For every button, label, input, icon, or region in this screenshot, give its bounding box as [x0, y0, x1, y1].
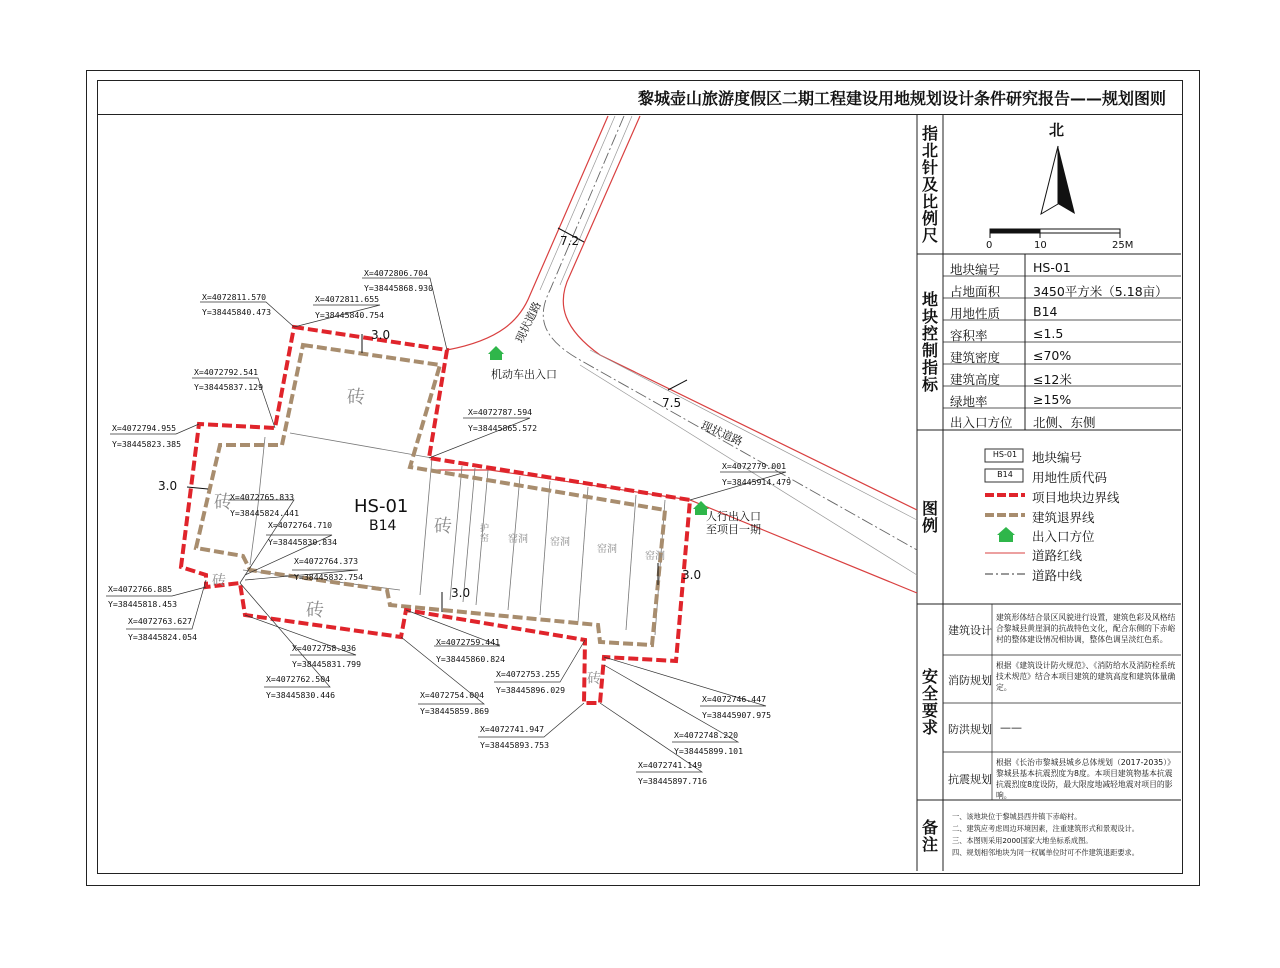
- safety-text: 建筑形体结合景区风貌进行设置，建筑色彩及风格结合黎城县黄崖洞的抗战特色文化，配合东侧的下赤峪村的整体建设情况相协调，整体色调呈淡红色系。: [996, 613, 1176, 644]
- note-line: 二、建筑应考虑周边环境因素，注重建筑形式和景观设计。: [952, 824, 1139, 833]
- road-width-label: 7.5: [662, 396, 682, 410]
- control-value: ≤12米: [1033, 372, 1072, 387]
- coord-x: X=4072764.373: [294, 556, 359, 566]
- note-line: 四、规划相邻地块为同一权属单位时可不作建筑退距要求。: [952, 848, 1139, 857]
- control-caption: 地块控制指标: [921, 290, 938, 394]
- control-label: 占地面积: [950, 284, 1001, 299]
- coord-y: Y=38445914.479: [722, 477, 792, 487]
- kiln-label: 窑洞: [508, 534, 528, 545]
- safety-label: 抗震规划: [948, 773, 992, 786]
- brick-label: 砖: [434, 516, 452, 537]
- legend-parcel-box: HS-01: [992, 450, 1018, 459]
- guard-kiln-label: 护窑: [480, 524, 490, 544]
- kiln-label: 窑洞: [550, 537, 570, 548]
- legend-item: 用地性质代码: [1032, 470, 1108, 485]
- legend-item: 道路中线: [1032, 568, 1083, 583]
- brick-label: 砖: [214, 492, 232, 513]
- coord-x: X=4072794.955: [112, 423, 177, 433]
- road-label: 现状道路: [699, 418, 745, 449]
- safety-caption: 安全要求: [921, 667, 938, 737]
- legend-item: 道路红线: [1032, 548, 1083, 563]
- safety-label: 消防规划: [948, 674, 992, 687]
- coord-x: X=4072765.833: [230, 492, 295, 502]
- coord-x: X=4072741.947: [480, 724, 545, 734]
- control-label: 用地性质: [950, 306, 1001, 321]
- control-label: 出入口方位: [950, 415, 1013, 430]
- coord-x: X=4072811.655: [315, 294, 380, 304]
- coord-x: X=4072758.936: [292, 643, 357, 653]
- legend-item: 地块编号: [1032, 450, 1083, 465]
- coord-x: X=4072787.594: [468, 407, 533, 417]
- coord-y: Y=38445824.054: [128, 632, 198, 642]
- brick-label: 砖: [587, 671, 601, 687]
- parcel-id-label: HS-01: [354, 496, 409, 517]
- setback-distance: 3.0: [682, 568, 702, 582]
- north-label: 北: [1049, 121, 1065, 139]
- control-label: 建筑高度: [950, 372, 1001, 387]
- page-title: 黎城壶山旅游度假区二期工程建设用地规划设计条件研究报告——规划图则: [637, 89, 1166, 108]
- coord-x: X=4072746.447: [702, 694, 767, 704]
- notes-caption: 备注: [921, 817, 938, 854]
- setback-distance: 3.0: [371, 328, 391, 342]
- scale-bar: [990, 229, 1120, 238]
- safety-text: ——: [1000, 721, 1022, 734]
- scale-mid: 10: [1034, 240, 1047, 251]
- note-line: 一、该地块位于黎城县西井镇下赤峪村。: [952, 812, 1082, 821]
- coord-y: Y=38445832.754: [294, 572, 364, 582]
- brick-label: 砖: [347, 387, 365, 408]
- safety-text: 根据《建筑设计防火规范》、《消防给水及消防栓系统技术规范》结合本项目建筑的建筑高度和建筑体量确定。: [996, 661, 1176, 692]
- vehicle-entrance-label: 机动车出入口: [491, 368, 557, 381]
- road-width-label: 7.2: [560, 234, 580, 248]
- control-value: B14: [1033, 304, 1058, 319]
- coord-x: X=4072753.255: [496, 669, 561, 679]
- control-value: 北侧、东侧: [1033, 415, 1096, 430]
- coord-x: X=4072779.001: [722, 461, 787, 471]
- setback-distance: 3.0: [158, 479, 178, 493]
- kiln-label: 窑洞: [645, 551, 665, 562]
- coord-y: Y=38445830.834: [268, 537, 338, 547]
- legend-use-box: B14: [997, 470, 1013, 479]
- pedestrian-entrance-label: 人行出入口: [706, 510, 761, 523]
- coord-x: X=4072792.541: [194, 367, 259, 377]
- coord-y: Y=38445818.453: [108, 599, 178, 609]
- legend-caption: 图例: [921, 499, 938, 535]
- control-value: HS-01: [1033, 260, 1071, 275]
- coord-x: X=4072766.885: [108, 584, 173, 594]
- coord-y: Y=38445897.716: [638, 776, 708, 786]
- legend-item: 项目地块边界线: [1032, 490, 1120, 505]
- road-label: 现状道路: [512, 299, 544, 345]
- coord-y: Y=38445837.129: [194, 382, 264, 392]
- legend-item: 出入口方位: [1032, 529, 1095, 544]
- coord-x: X=4072741.149: [638, 760, 703, 770]
- scale-end: 25M: [1112, 240, 1134, 251]
- control-label: 容积率: [950, 328, 988, 343]
- north-arrow-icon: [1041, 146, 1075, 214]
- coord-x: X=4072806.704: [364, 268, 429, 278]
- parcel-use-label: B14: [369, 518, 397, 534]
- safety-label: 防洪规划: [948, 723, 992, 736]
- coord-y: Y=38445831.799: [292, 659, 362, 669]
- brick-label: 砖: [212, 573, 226, 589]
- safety-text: 根据《长治市黎城县城乡总体规划（2017-2035）》黎城县基本抗震烈度为8度。本项目建筑物基本抗震抗震烈度8度设防，最大限度地减轻地震对项目的影响。: [996, 758, 1175, 800]
- setback-distance: 3.0: [451, 586, 471, 600]
- coord-y: Y=38445859.869: [420, 706, 490, 716]
- control-value: 3450平方米（5.18亩）: [1033, 284, 1168, 299]
- coord-y: Y=38445865.572: [468, 423, 538, 433]
- control-value: ≥15%: [1033, 392, 1072, 407]
- coord-y: Y=38445860.824: [436, 654, 506, 664]
- roads: [435, 116, 917, 593]
- coord-y: Y=38445824.441: [230, 508, 300, 518]
- coord-x: X=4072754.004: [420, 690, 485, 700]
- coord-y: Y=38445840.754: [315, 310, 385, 320]
- legend-symbols: [985, 449, 1025, 574]
- coord-y: Y=38445830.446: [266, 690, 336, 700]
- pedestrian-entrance-label: 至项目一期: [706, 523, 761, 536]
- vehicle-entrance-icon: [488, 346, 504, 360]
- control-label: 建筑密度: [950, 350, 1001, 365]
- note-line: 三、本图则采用2000国家大地坐标系成图。: [952, 836, 1093, 845]
- coord-y: Y=38445840.473: [202, 307, 272, 317]
- legend-item: 建筑退界线: [1032, 510, 1095, 525]
- coord-y: Y=38445868.930: [364, 283, 434, 293]
- scale-zero: 0: [986, 240, 993, 251]
- kiln-label: 窑洞: [597, 544, 617, 555]
- compass-caption: 指北针及比例尺: [921, 124, 938, 245]
- control-value: ≤1.5: [1033, 326, 1064, 341]
- entrance-legend-icon: [997, 527, 1015, 542]
- safety-label: 建筑设计: [948, 624, 992, 637]
- coord-x: X=4072764.710: [268, 520, 333, 530]
- coord-y: Y=38445893.753: [480, 740, 550, 750]
- coord-x: X=4072748.220: [674, 730, 739, 740]
- control-label: 地块编号: [950, 262, 1001, 277]
- coord-x: X=4072763.627: [128, 616, 193, 626]
- coord-x: X=4072811.570: [202, 292, 267, 302]
- coord-y: Y=38445823.385: [112, 439, 182, 449]
- coord-x: X=4072762.504: [266, 674, 331, 684]
- coord-y: Y=38445907.975: [702, 710, 772, 720]
- control-value: ≤70%: [1033, 348, 1072, 363]
- control-label: 绿地率: [950, 394, 988, 409]
- brick-label: 砖: [306, 600, 324, 621]
- coord-y: Y=38445899.101: [674, 746, 744, 756]
- coord-x: X=4072759.441: [436, 637, 501, 647]
- coord-y: Y=38445896.029: [496, 685, 566, 695]
